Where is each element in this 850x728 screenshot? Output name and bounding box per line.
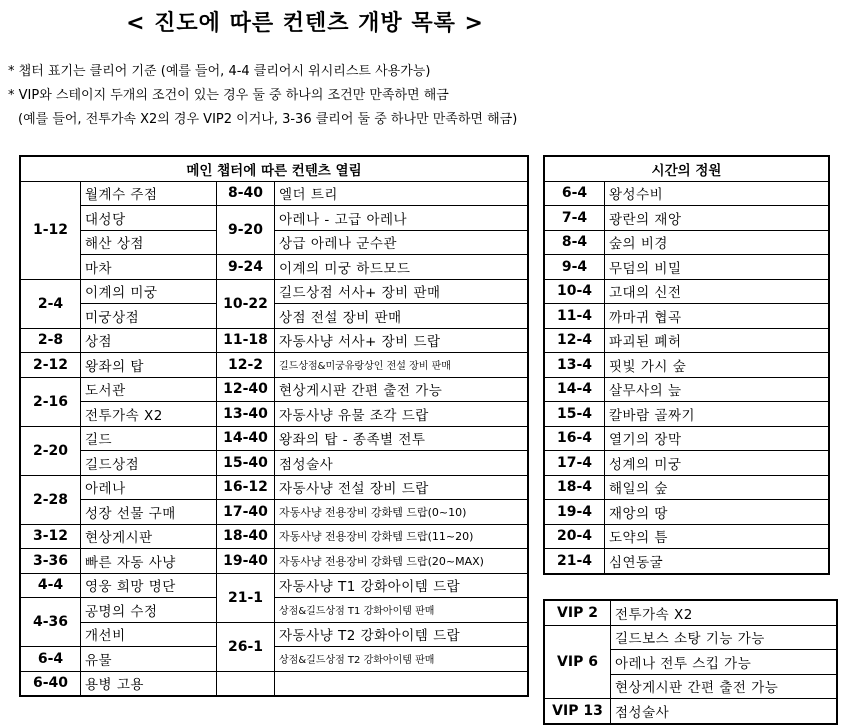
content-cell: 길드 [81, 426, 217, 451]
page-title: < 진도에 따른 컨텐츠 개방 목록 > [126, 11, 484, 36]
note-line: * VIP와 스테이지 두개의 조건이 있는 경우 둘 중 하나의 조건만 만족하면 해금 [8, 88, 449, 103]
content-cell: 이계의 미궁 [81, 279, 217, 304]
content-cell: 열기의 장막 [605, 426, 829, 451]
content-cell: 영웅 희망 명단 [81, 573, 217, 598]
content-cell: 파괴된 폐허 [605, 328, 829, 353]
content-cell: 미궁상점 [81, 304, 217, 329]
stage-cell: 1-12 [21, 181, 81, 279]
content-cell: 해산 상점 [81, 230, 217, 255]
content-cell: 자동사냥 전용장비 강화템 드랍(11~20) [275, 524, 528, 549]
stage-cell: 3-12 [21, 524, 81, 549]
vip-level-cell: VIP 13 [545, 699, 611, 724]
stage-cell: 8-4 [545, 230, 605, 255]
content-cell: 유물 [81, 647, 217, 672]
content-cell: 현상게시판 간편 출전 가능 [611, 674, 837, 699]
content-cell: 왕좌의 탑 - 종족별 전투 [275, 426, 528, 451]
stage-cell: 20-4 [545, 524, 605, 549]
content-cell: 빠른 자동 사냥 [81, 549, 217, 574]
stage-cell: 10-22 [217, 279, 275, 328]
stage-cell: 4-4 [21, 573, 81, 598]
stage-cell: 16-12 [217, 475, 275, 500]
content-cell: 점성술사 [275, 451, 528, 476]
content-cell: 엘더 트리 [275, 181, 528, 206]
stage-cell: 9-20 [217, 206, 275, 255]
content-cell: 길드보스 소탕 기능 가능 [611, 625, 837, 650]
stage-cell: 14-40 [217, 426, 275, 451]
content-cell: 용병 고용 [81, 671, 217, 696]
time-garden-table [544, 156, 829, 574]
content-cell: 도서관 [81, 377, 217, 402]
content-cell: 길드상점 서사+ 장비 판매 [275, 279, 528, 304]
content-cell: 핏빛 가시 숲 [605, 353, 829, 378]
main-table-header: 메인 챕터에 따른 컨텐츠 열림 [21, 157, 528, 182]
stage-cell: 6-4 [21, 647, 81, 672]
content-cell: 아레나 전투 스킵 가능 [611, 650, 837, 675]
stage-cell: 12-40 [217, 377, 275, 402]
content-cell: 해일의 숲 [605, 475, 829, 500]
content-cell: 현상게시판 간편 출전 가능 [275, 377, 528, 402]
stage-cell: 12-2 [217, 353, 275, 378]
content-cell: 왕좌의 탑 [81, 353, 217, 378]
stage-cell: 12-4 [545, 328, 605, 353]
content-cell: 길드상점 [81, 451, 217, 476]
content-cell: 왕성수비 [605, 181, 829, 206]
stage-cell: 4-36 [21, 598, 81, 647]
stage-cell: 18-40 [217, 524, 275, 549]
content-cell: 재앙의 땅 [605, 500, 829, 525]
content-cell: 대성당 [81, 206, 217, 231]
content-cell: 상급 아레나 군수관 [275, 230, 528, 255]
stage-cell: 10-4 [545, 279, 605, 304]
stage-cell: 16-4 [545, 426, 605, 451]
content-cell: 마차 [81, 255, 217, 280]
time-table-header: 시간의 정원 [545, 157, 829, 182]
stage-cell: 19-40 [217, 549, 275, 574]
vip-table [544, 600, 837, 724]
content-cell: 현상게시판 [81, 524, 217, 549]
stage-cell: 15-4 [545, 402, 605, 427]
content-cell: 월계수 주점 [81, 181, 217, 206]
content-cell: 도약의 틈 [605, 524, 829, 549]
content-cell: 상점&길드상점 T2 강화아이템 판매 [275, 647, 528, 672]
stage-cell: 15-40 [217, 451, 275, 476]
content-cell: 고대의 신전 [605, 279, 829, 304]
stage-cell: 13-4 [545, 353, 605, 378]
stage-cell: 9-24 [217, 255, 275, 280]
vip-level-cell: VIP 2 [545, 601, 611, 626]
content-cell: 전투가속 X2 [81, 402, 217, 427]
notes [8, 60, 517, 132]
note-line: (예를 들어, 전투가속 X2의 경우 VIP2 이거나, 3-36 클리어 둘 중 하나만 만족하면 해금) [18, 112, 518, 127]
content-cell: 전투가속 X2 [611, 601, 837, 626]
content-cell: 길드상점&미궁유랑상인 전설 장비 판매 [275, 353, 528, 378]
stage-cell: 17-4 [545, 451, 605, 476]
stage-cell: 6-4 [545, 181, 605, 206]
stage-cell: 2-4 [21, 279, 81, 328]
content-cell: 살무사의 늪 [605, 377, 829, 402]
content-cell: 자동사냥 T1 강화아이템 드랍 [275, 573, 528, 598]
content-cell: 무덤의 비밀 [605, 255, 829, 280]
stage-cell: 21-1 [217, 573, 275, 622]
content-cell: 아레나 [81, 475, 217, 500]
stage-cell: 17-40 [217, 500, 275, 525]
vip-level-cell: VIP 6 [545, 625, 611, 699]
content-cell: 자동사냥 전용장비 강화템 드랍(20~MAX) [275, 549, 528, 574]
stage-cell: 9-4 [545, 255, 605, 280]
content-cell: 상점 전설 장비 판매 [275, 304, 528, 329]
content-cell: 숲의 비경 [605, 230, 829, 255]
content-cell: 공명의 수정 [81, 598, 217, 623]
content-cell: 자동사냥 T2 강화아이템 드랍 [275, 622, 528, 647]
content-cell: 상점 [81, 328, 217, 353]
content-cell: 점성술사 [611, 699, 837, 724]
stage-cell: 7-4 [545, 206, 605, 231]
empty-cell [275, 671, 528, 696]
content-cell: 상점&길드상점 T1 강화아이템 판매 [275, 598, 528, 623]
stage-cell: 6-40 [21, 671, 81, 696]
content-cell: 자동사냥 서사+ 장비 드랍 [275, 328, 528, 353]
stage-cell: 18-4 [545, 475, 605, 500]
stage-cell: 26-1 [217, 622, 275, 671]
stage-cell: 2-20 [21, 426, 81, 475]
content-cell: 성장 선물 구매 [81, 500, 217, 525]
stage-cell: 13-40 [217, 402, 275, 427]
stage-cell: 11-4 [545, 304, 605, 329]
content-cell: 자동사냥 전용장비 강화템 드랍(0~10) [275, 500, 528, 525]
stage-cell: 14-4 [545, 377, 605, 402]
content-cell: 개선비 [81, 622, 217, 647]
content-cell: 광란의 재앙 [605, 206, 829, 231]
note-line: * 챕터 표기는 클리어 기준 (예를 들어, 4-4 클리어시 위시리스트 사용가능) [8, 64, 431, 79]
content-cell: 이계의 미궁 하드모드 [275, 255, 528, 280]
stage-cell: 3-36 [21, 549, 81, 574]
empty-cell [217, 671, 275, 696]
stage-cell: 2-12 [21, 353, 81, 378]
content-cell: 성계의 미궁 [605, 451, 829, 476]
content-cell: 자동사냥 전설 장비 드랍 [275, 475, 528, 500]
main-chapter-table [20, 156, 528, 696]
stage-cell: 2-16 [21, 377, 81, 426]
content-cell: 칼바람 골짜기 [605, 402, 829, 427]
stage-cell: 2-28 [21, 475, 81, 524]
content-cell: 아레나 - 고급 아레나 [275, 206, 528, 231]
content-cell: 자동사냥 유물 조각 드랍 [275, 402, 528, 427]
stage-cell: 19-4 [545, 500, 605, 525]
content-cell: 까마귀 협곡 [605, 304, 829, 329]
stage-cell: 8-40 [217, 181, 275, 206]
stage-cell: 11-18 [217, 328, 275, 353]
stage-cell: 2-8 [21, 328, 81, 353]
content-cell: 심연동굴 [605, 549, 829, 574]
stage-cell: 21-4 [545, 549, 605, 574]
